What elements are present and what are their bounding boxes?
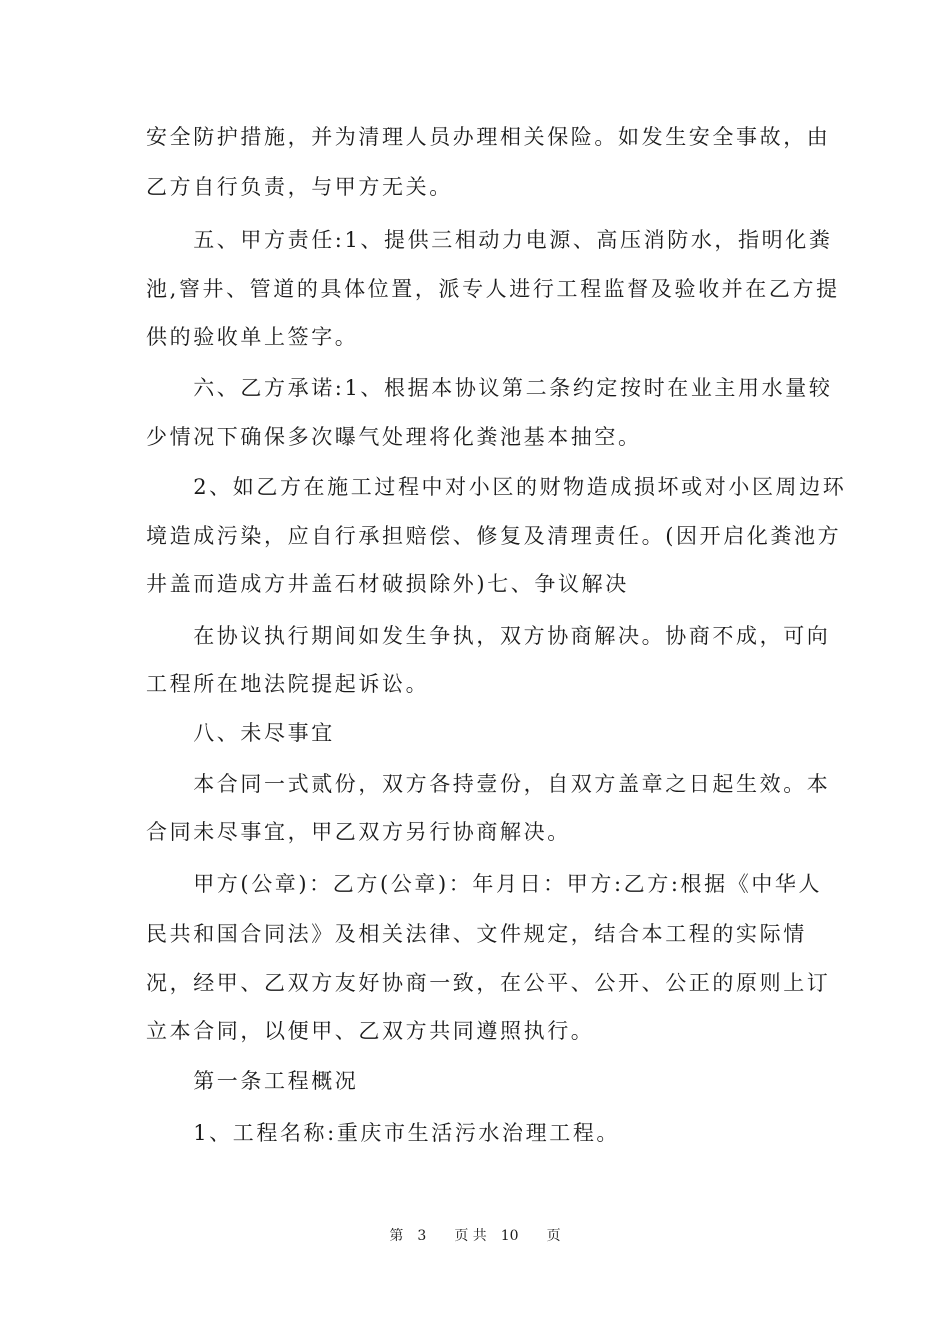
text-line: 工程所在地法院提起诉讼。 bbox=[146, 672, 430, 696]
text-line: 本合同一式贰份，双方各持壹份，自双方盖章之日起生效。本 bbox=[146, 772, 831, 796]
text-line: 六、乙方承诺:1、根据本协议第二条约定按时在业主用水量较 bbox=[146, 376, 833, 400]
text-line: 2、如乙方在施工过程中对小区的财物造成损坏或对小区周边环 bbox=[146, 475, 847, 499]
section-heading: 第一条工程概况 bbox=[146, 1069, 359, 1093]
text-line: 池,窨井、管道的具体位置，派专人进行工程监督及验收并在乙方提 bbox=[146, 277, 840, 301]
text-line: 井盖而造成方井盖石材破损除外)七、争议解决 bbox=[146, 572, 629, 596]
text-line: 乙方自行负责，与甲方无关。 bbox=[146, 175, 453, 199]
text-line: 民共和国合同法》及相关法律、文件规定，结合本工程的实际情 bbox=[146, 922, 807, 946]
text-line: 安全防护措施，并为清理人员办理相关保险。如发生安全事故，由 bbox=[146, 125, 831, 149]
page-number-footer: 第 3 页 共 10 页 bbox=[389, 1228, 561, 1244]
text-line: 五、甲方责任:1、提供三相动力电源、高压消防水，指明化粪 bbox=[146, 228, 833, 252]
text-line: 1、工程名称:重庆市生活污水治理工程。 bbox=[146, 1121, 621, 1145]
text-line: 境造成污染，应自行承担赔偿、修复及清理责任。(因开启化粪池方 bbox=[146, 524, 842, 548]
text-line: 况，经甲、乙双方友好协商一致，在公平、公开、公正的原则上订 bbox=[146, 971, 831, 995]
text-line: 供的验收单上签字。 bbox=[146, 325, 359, 349]
text-line: 在协议执行期间如发生争执，双方协商解决。协商不成，可向 bbox=[146, 624, 831, 648]
text-line: 合同未尽事宜，甲乙双方另行协商解决。 bbox=[146, 820, 571, 844]
text-line: 立本合同，以便甲、乙双方共同遵照执行。 bbox=[146, 1019, 595, 1043]
section-heading: 八、未尽事宜 bbox=[146, 721, 335, 745]
text-line: 甲方(公章)：乙方(公章)：年月日：甲方:乙方:根据《中华人 bbox=[146, 872, 823, 896]
text-line: 少情况下确保多次曝气处理将化粪池基本抽空。 bbox=[146, 425, 642, 449]
